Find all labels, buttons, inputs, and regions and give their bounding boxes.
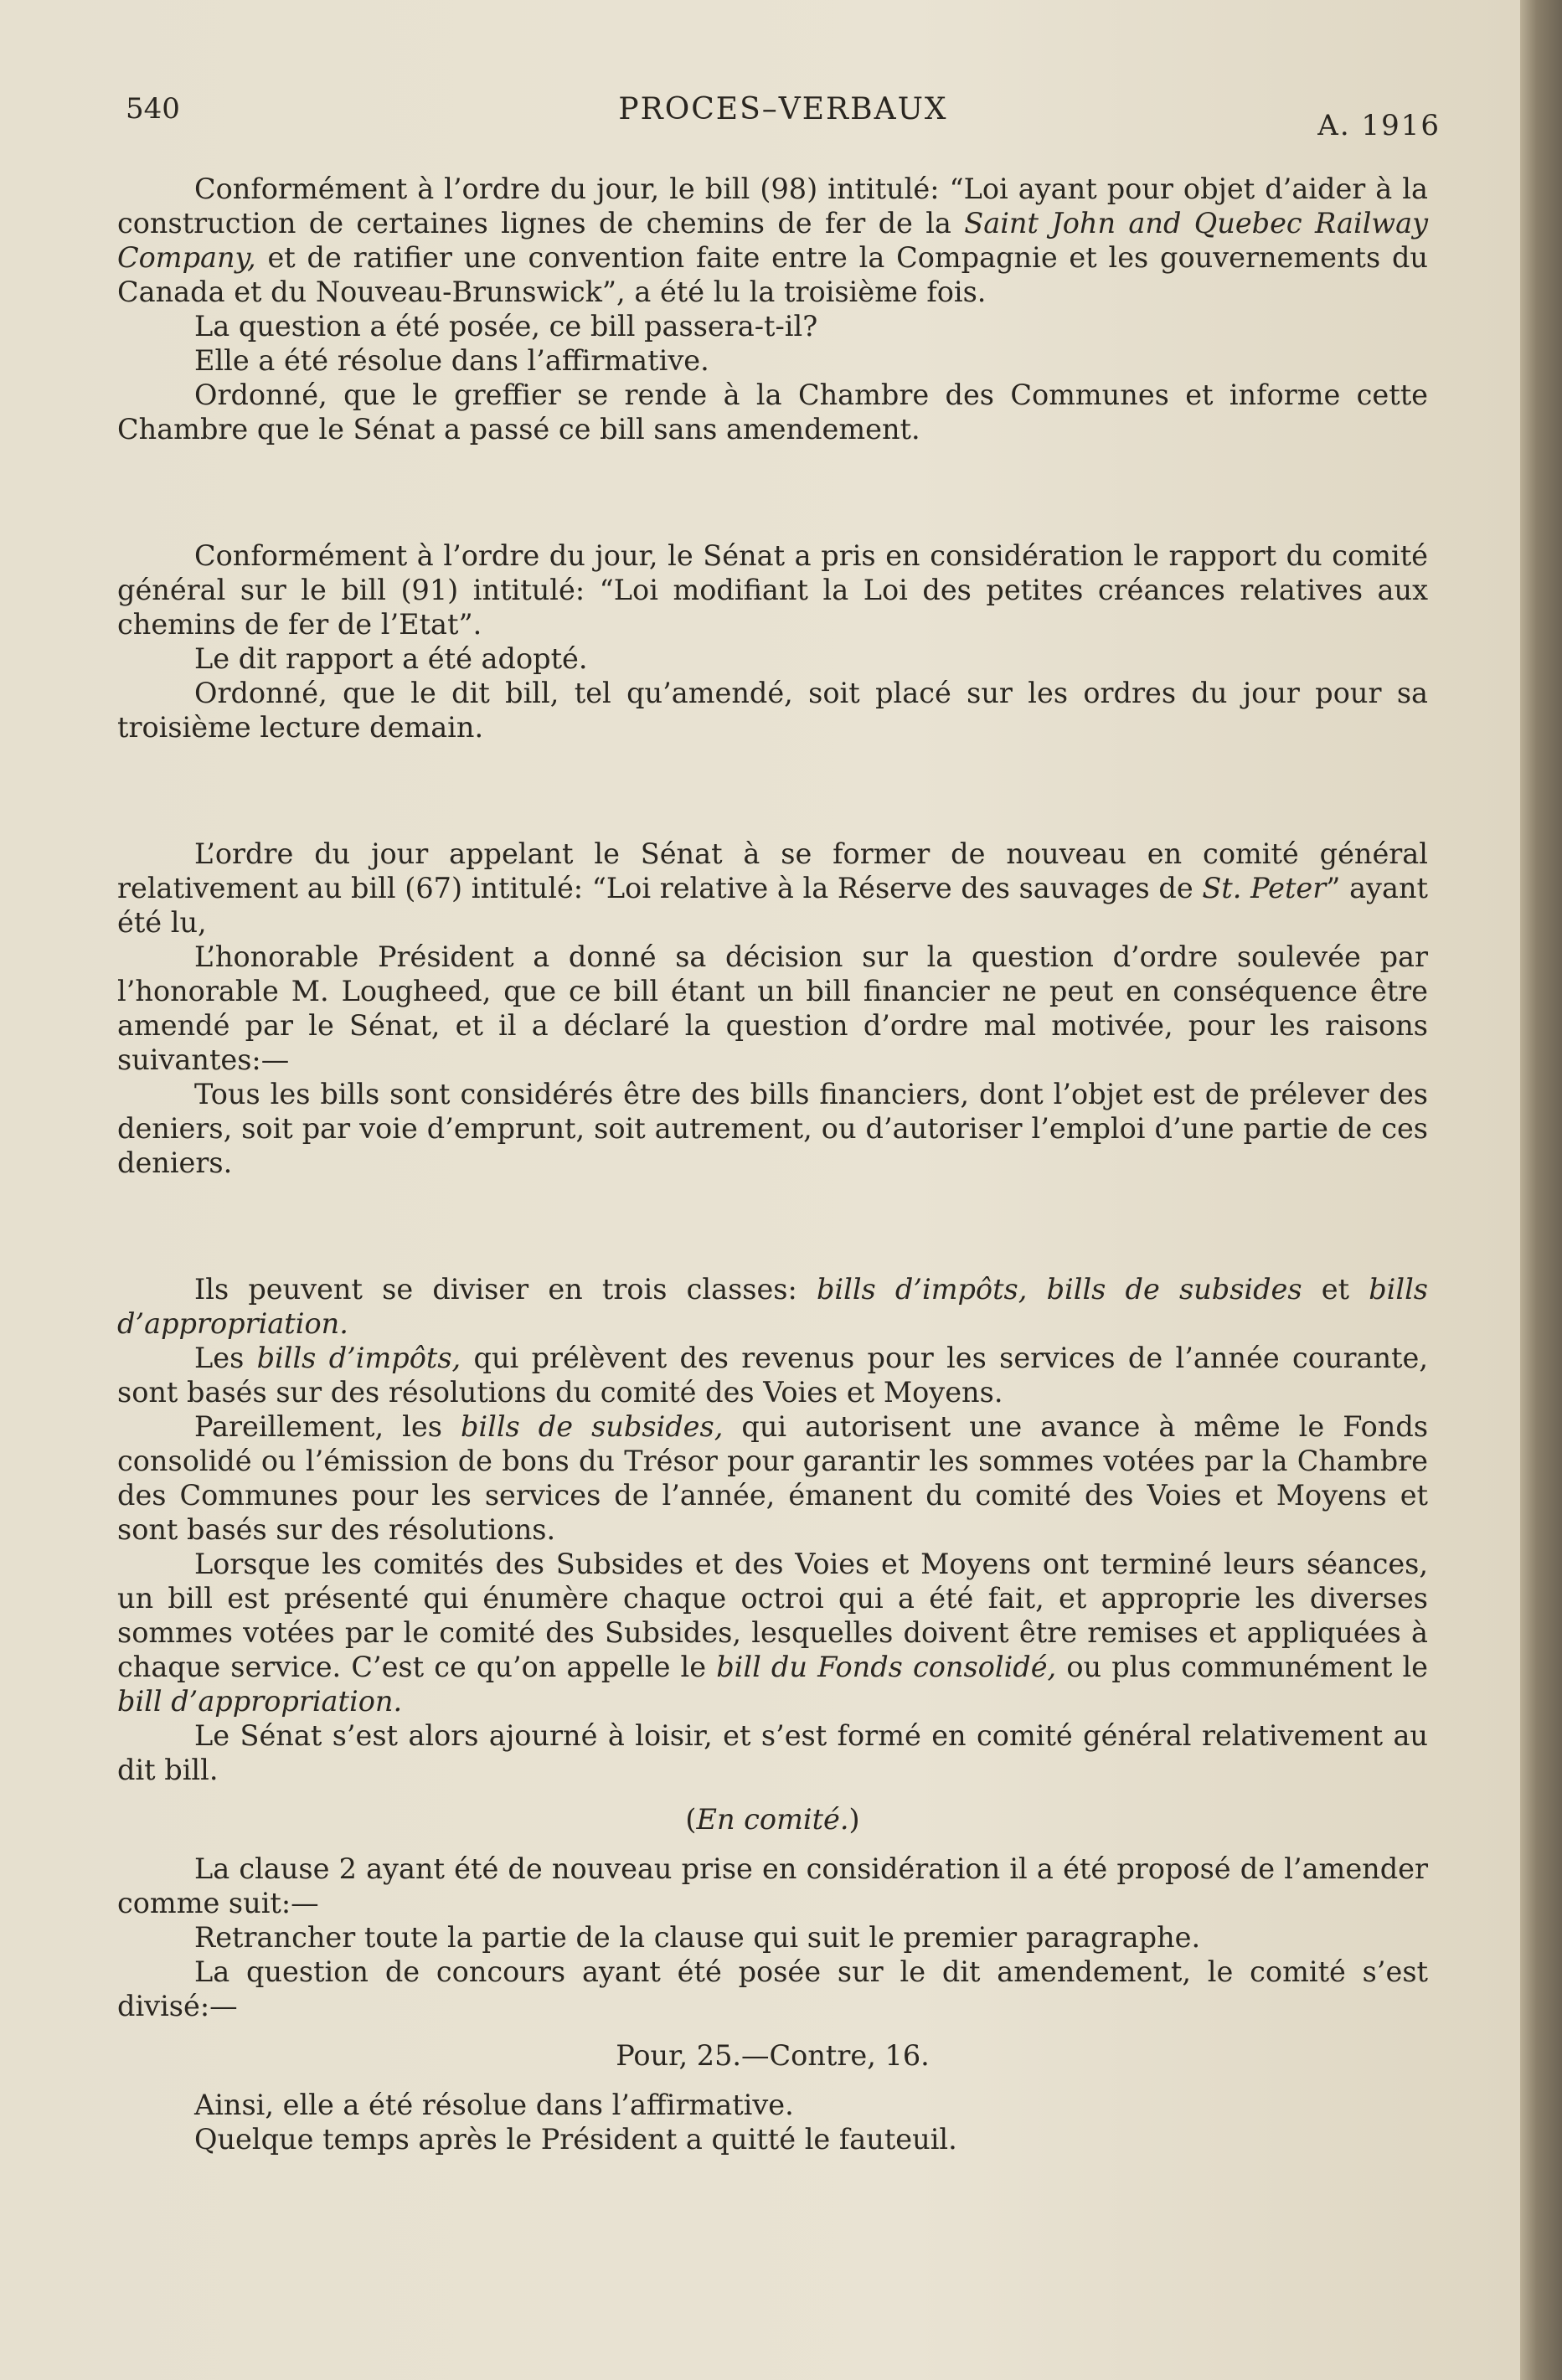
paragraph: L’honorable Président a donné sa décision sur la question d’ordre soulevée par l’honorable M. Lougheed, que ce bill étant un bill financier ne peut en conséquence être amendé par le Sénat, et il a déclaré la question d’ordre mal motivée, pour les raisons suivantes:— bbox=[117, 940, 1428, 1076]
italic-term: bill du Fonds consolidé, bbox=[716, 1651, 1057, 1683]
paragraph: L’ordre du jour appelant le Sénat à se former de nouveau en comité général relativement au bill (67) intitulé: “Loi relative à la Réserve des sauvages de St. Peter” ayant été lu, bbox=[117, 837, 1428, 939]
italic-term: bills d’impôts, bills de subsides bbox=[816, 1273, 1302, 1306]
paragraph: Le Sénat s’est alors ajourné à loisir, et s’est formé en comité général relativement au dit bill. bbox=[117, 1719, 1428, 1786]
paragraph: La clause 2 ayant été de nouveau prise en considération il a été proposé de l’amender comme suit:— bbox=[117, 1852, 1428, 1919]
paragraph: La question de concours ayant été posée sur le dit amendement, le comité s’est divisé:— bbox=[117, 1955, 1428, 2022]
italic-term: Saint John and Quebec Railway Company, bbox=[117, 207, 1429, 274]
italic-term: bills d’appropriation. bbox=[117, 1273, 1428, 1340]
italic-term: En comité. bbox=[696, 1803, 849, 1836]
paragraph: Ils peuvent se diviser en trois classes: bills d’impôts, bills de subsides et bills d’appropriation. bbox=[117, 1273, 1428, 1340]
paragraph: Conformément à l’ordre du jour, le bill (98) intitulé: “Loi ayant pour objet d’aider à la construction de certaines lignes de chemins de fer de la Saint John and Quebec Railway Company, et de ratifier une convention faite entre la Compagnie et les gouvernements du Canada et du Nouveau-Brunswick”, a été lu la troisième fois. bbox=[117, 173, 1429, 308]
paragraph: Pareillement, les bills de subsides, qui autorisent une avance à même le Fonds consolidé ou l’émission de bons du Trésor pour garantir les sommes votées par la Chambre des Communes pour les services de l’année, émanent du comité des Voies et Moyens et sont basés sur des résolutions. bbox=[117, 1410, 1429, 1546]
section-separator bbox=[117, 744, 1428, 837]
paragraph: Ainsi, elle a été résolue dans l’affirmative. bbox=[194, 2089, 794, 2121]
section-separator bbox=[117, 1180, 1428, 1272]
italic-term: bill d’appropriation. bbox=[117, 1685, 403, 1718]
running-title: PROCES–VERBAUX bbox=[618, 92, 948, 126]
paragraph: Quelque temps après le Président a quitté le fauteuil. bbox=[194, 2123, 957, 2156]
paragraph: Conformément à l’ordre du jour, le Sénat a pris en considération le rapport du comité général sur le bill (91) intitulé: “Loi modifiant la Loi des petites créances relatives aux chemins de fer de l’Etat”. bbox=[117, 539, 1428, 641]
paragraph: Retrancher toute la partie de la clause qui suit le premier paragraphe. bbox=[194, 1921, 1201, 1954]
centered-line: Pour, 25.—Contre, 16. bbox=[616, 2039, 930, 2072]
paragraph: Elle a été résolue dans l’affirmative. bbox=[194, 344, 709, 377]
paragraph: Lorsque les comités des Subsides et des Voies et Moyens ont terminé leurs séances, un bill est présenté qui énumère chaque octroi qui a été fait, et approprie les diverses sommes votées par le comité des Subsides, lesquelles doivent être remises et appliquées à chaque service. C’est ce qu’on appelle le bill du Fonds consolidé, ou plus communément le bill d’appropriation. bbox=[117, 1548, 1428, 1718]
paragraph: Ordonné, que le dit bill, tel qu’amendé, soit placé sur les ordres du jour pour sa troisième lecture demain. bbox=[117, 677, 1428, 744]
italic-term: bills de subsides, bbox=[460, 1410, 724, 1443]
centered-line: (En comité.) bbox=[685, 1803, 860, 1836]
paragraph: Le dit rapport a été adopté. bbox=[194, 642, 588, 675]
paragraph: Les bills d’impôts, qui prélèvent des revenus pour les services de l’année courante, sont basés sur des résolutions du comité des Voies et Moyens. bbox=[117, 1342, 1428, 1409]
book-spine bbox=[1520, 0, 1562, 2380]
page-number: 540 bbox=[126, 92, 180, 126]
running-head bbox=[126, 84, 1441, 142]
italic-term: St. Peter bbox=[1202, 872, 1327, 904]
section-separator bbox=[117, 446, 1428, 538]
session-year: A. 1916 bbox=[1317, 109, 1441, 142]
italic-term: bills d’impôts, bbox=[256, 1342, 461, 1374]
paragraph: Ordonné, que le greffier se rende à la Chambre des Communes et informe cette Chambre que le Sénat a passé ce bill sans amendement. bbox=[117, 379, 1428, 446]
paragraph: Tous les bills sont considérés être des bills financiers, dont l’objet est de prélever des deniers, soit par voie d’emprunt, soit autrement, ou d’autoriser l’emploi d’une partie de ces deniers. bbox=[117, 1078, 1428, 1179]
document-body bbox=[117, 172, 1428, 2156]
paragraph: La question a été posée, ce bill passera-t-il? bbox=[194, 310, 818, 343]
